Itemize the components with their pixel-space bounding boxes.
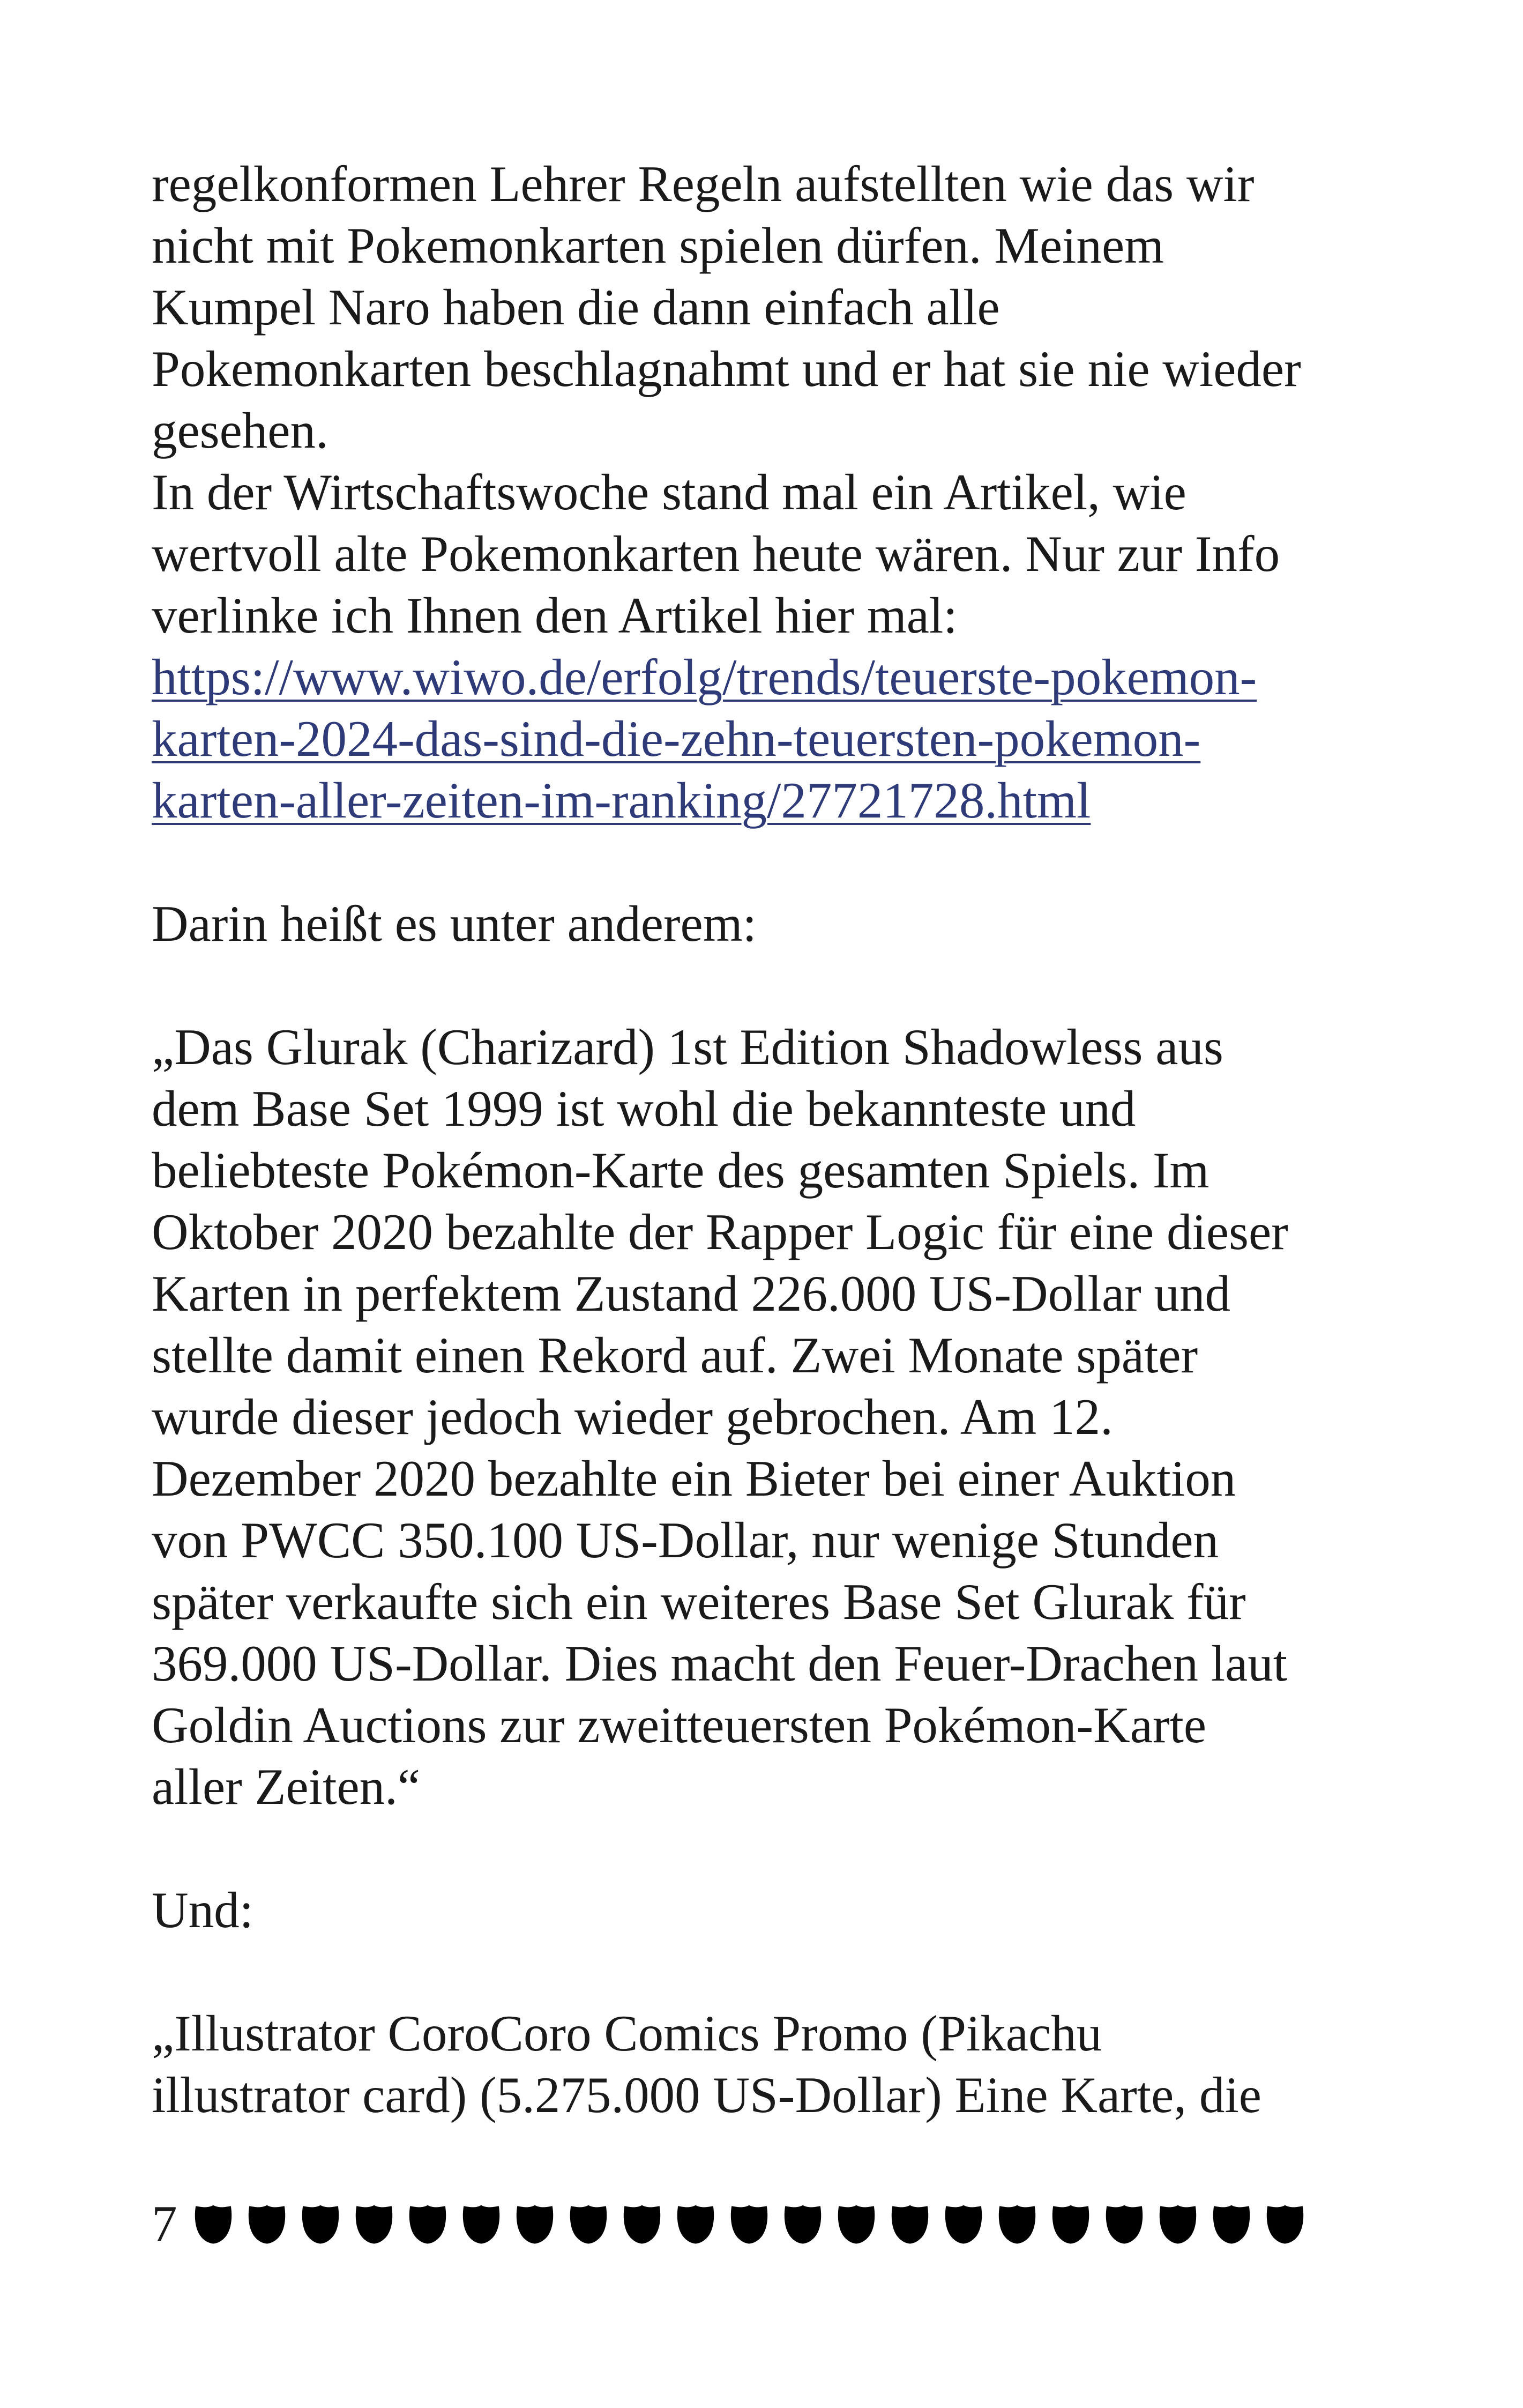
shield-icon [621,2203,663,2245]
page-footer [152,2193,1318,2254]
shield-ornament-row [192,2203,1318,2245]
shield-icon [728,2203,770,2245]
quote-line: dem Base Set 1999 ist wohl die bekannteste und [152,1080,1136,1137]
shield-icon [246,2203,288,2245]
quote-line: illustrator card) (5.275.000 US-Dollar) Eine Karte, die [152,2067,1261,2123]
shield-icon [568,2203,609,2245]
quote-line: von PWCC 350.100 US-Dollar, nur wenige Stunden [152,1512,1219,1569]
page-body [152,153,1373,2126]
shield-icon [1103,2203,1145,2245]
paragraph-intro [152,153,1373,646]
quote-line: Karten in perfektem Zustand 226.000 US-Dollar und [152,1265,1230,1322]
quote-line: wurde dieser jedoch wieder gebrochen. Am 12. [152,1388,1113,1445]
shield-icon [943,2203,984,2245]
shield-icon [192,2203,234,2245]
article-link-line[interactable]: https://www.wiwo.de/erfolg/trends/teuerste-pokemon- [152,649,1257,705]
shield-icon [460,2203,502,2245]
shield-icon [1157,2203,1199,2245]
shield-icon [1050,2203,1092,2245]
shield-icon [1211,2203,1252,2245]
quote-line: „Das Glurak (Charizard) 1st Edition Shadowless aus [152,1019,1223,1075]
quote-line: Dezember 2020 bezahlte ein Bieter bei einer Auktion [152,1450,1236,1507]
paragraph-gap [152,831,1373,893]
text-line: In der Wirtschaftswoche stand mal ein Artikel, wie [152,464,1186,521]
paragraph-gap [152,955,1373,1016]
text-line: Kumpel Naro haben die dann einfach alle [152,279,1000,336]
quote-line: beliebteste Pokémon-Karte des gesamten Spiels. Im [152,1142,1210,1199]
shield-icon [835,2203,877,2245]
page-number: 7 [152,2195,177,2252]
text-line: verlinke ich Ihnen den Artikel hier mal: [152,587,958,644]
text-line: regelkonformen Lehrer Regeln aufstellten wie das wir [152,155,1255,212]
quote-line: später verkaufte sich ein weiteres Base Set Glurak für [152,1573,1246,1630]
article-link-line[interactable]: karten-2024-das-sind-die-zehn-teuersten-pokemon- [152,710,1201,767]
shield-icon [407,2203,449,2245]
quote-line: „Illustrator CoroCoro Comics Promo (Pikachu [152,2005,1102,2062]
quote-line: aller Zeiten.“ [152,1758,421,1815]
shield-icon [300,2203,341,2245]
shield-icon [889,2203,931,2245]
shield-icon [996,2203,1038,2245]
paragraph-gap [152,1818,1373,1879]
shield-icon [675,2203,716,2245]
quote-pikachu [152,2003,1373,2126]
quote-line: Goldin Auctions zur zweitteuersten Pokémon-Karte [152,1697,1207,1753]
und-line: Und: [152,1882,253,1938]
paragraph-gap [152,1941,1373,2003]
shield-icon [353,2203,395,2245]
intro-line: Darin heißt es unter anderem: [152,895,757,952]
quote-line: stellte damit einen Rekord auf. Zwei Monate später [152,1327,1198,1384]
text-line: gesehen. [152,402,329,459]
shield-icon [514,2203,556,2245]
text-line: wertvoll alte Pokemonkarten heute wären. Nur zur Info [152,525,1280,582]
text-line: nicht mit Pokemonkarten spielen dürfen. Meinem [152,217,1164,274]
article-link-line[interactable]: karten-aller-zeiten-im-ranking/27721728.html [152,772,1091,829]
article-link[interactable] [152,646,1373,831]
quote-line: 369.000 US-Dollar. Dies macht den Feuer-Drachen laut [152,1635,1288,1692]
text-line: Pokemonkarten beschlagnahmt und er hat sie nie wieder [152,340,1301,397]
shield-icon [1264,2203,1306,2245]
shield-icon [782,2203,824,2245]
quote-charizard [152,1016,1373,1818]
quote-line: Oktober 2020 bezahlte der Rapper Logic für eine dieser [152,1203,1288,1260]
